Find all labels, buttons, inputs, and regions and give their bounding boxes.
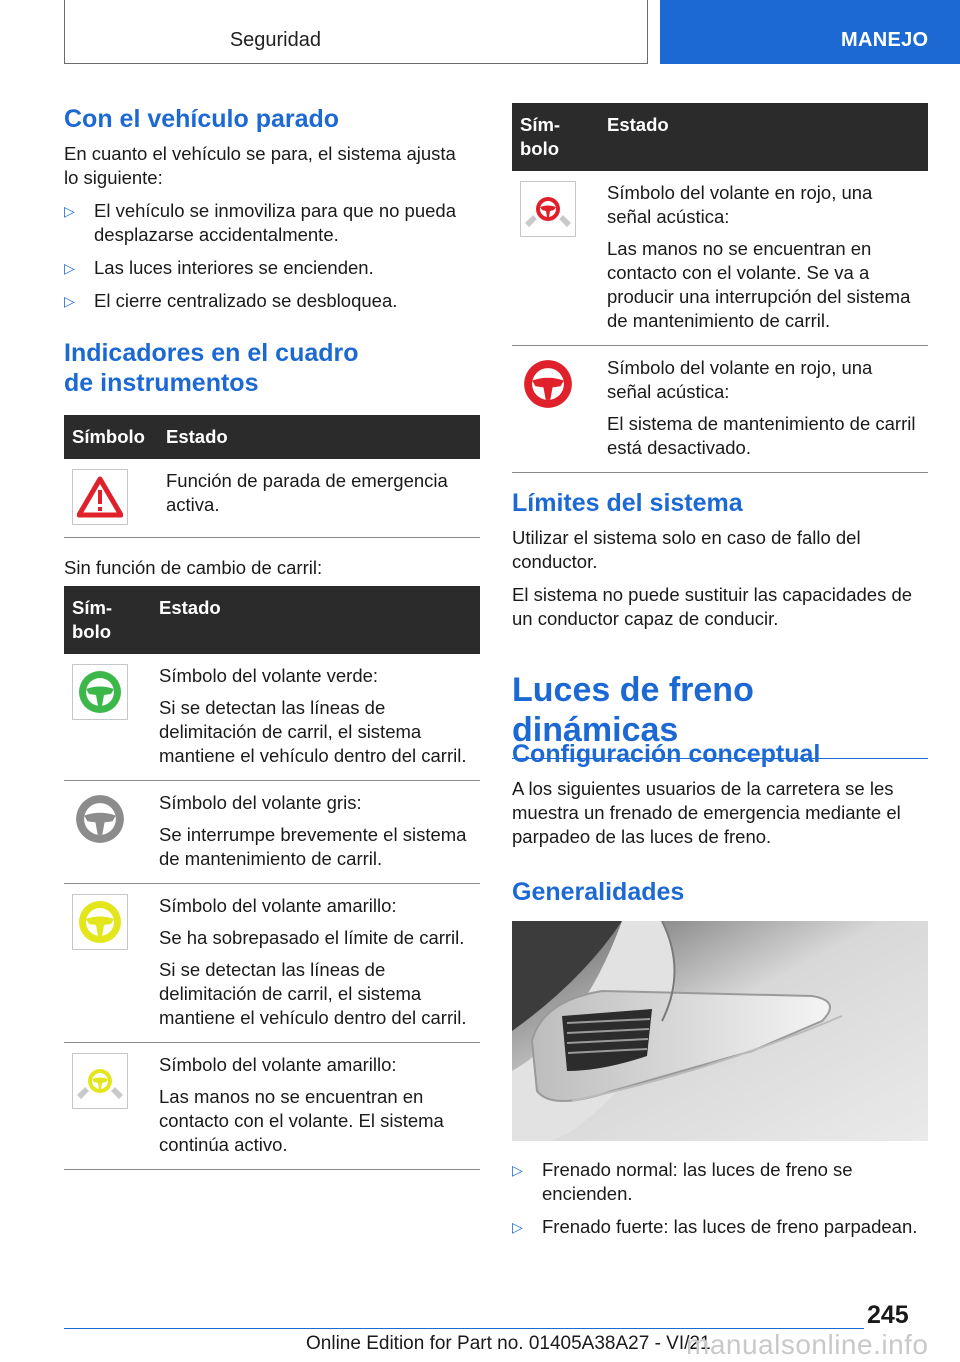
indicators-heading: Indicadores en el cuadro de instrumentos [64, 339, 359, 397]
table-row: Símbolo del volante gris: Se interrumpe brevemente el sistema de mantenimiento de carril. [64, 781, 480, 884]
chapter-tab[interactable]: MANEJO [660, 0, 960, 64]
limits-paragraph-2: El sistema no puede sustituir las capacidades de un conductor capaz de conducir. [512, 584, 913, 629]
emergency-symbol-table [64, 415, 480, 538]
list-item: ▷ Frenado fuerte: las luces de freno parpadean. [512, 1216, 918, 1237]
general-bullet-list [512, 1158, 928, 1239]
header-box [64, 0, 648, 64]
parked-bullet-list [64, 199, 474, 313]
col-header-symbol: Símbolo [64, 415, 158, 459]
col-header-status: Estado [158, 415, 480, 459]
col-header-status: Estado [599, 103, 928, 171]
table-row: Función de parada de emergencia activa. [64, 459, 480, 538]
edition-label: Online Edition for Part no. 01405A38A27 - VI/21 [306, 1333, 711, 1354]
no-lane-change-label: Sin función de cambio de carril: [64, 557, 323, 578]
lane-keeping-symbol-table [64, 586, 480, 1170]
table-row: Símbolo del volante en rojo, una señal acústica: Las manos no se encuentran en contacto con el volante. Se va a producir una interrupción del sistema de mantenimiento de carril. [512, 171, 928, 346]
steering-wheel-hands-yellow-icon [72, 1053, 128, 1109]
page-number: 245 [867, 1301, 909, 1329]
table-row: Símbolo del volante en rojo, una señal acústica: El sistema de mantenimiento de carril está desactivado. [512, 346, 928, 473]
concept-paragraph: A los siguientes usuarios de la carretera se les muestra un frenado de emergencia mediante el parpadeo de las luces de freno. [512, 778, 901, 847]
tail-light-photo [512, 921, 928, 1141]
triangle-bullet-icon: ▷ [512, 1219, 523, 1235]
list-item: ▷ El cierre centralizado se desbloquea. [64, 290, 398, 311]
steering-wheel-green-icon [72, 664, 128, 720]
col-header-symbol: Sím- bolo [64, 586, 151, 654]
warning-triangle-icon [72, 469, 128, 525]
brake-lights-title: Luces de freno dinámicas [512, 670, 928, 759]
limits-paragraph-1: Utilizar el sistema solo en caso de fallo del conductor. [512, 527, 861, 572]
limits-heading: Límites del sistema [512, 489, 743, 517]
list-item: ▷ Las luces interiores se encienden. [64, 257, 374, 278]
steering-wheel-gray-icon [72, 791, 128, 847]
col-header-symbol: Sím- bolo [512, 103, 599, 171]
triangle-bullet-icon: ▷ [64, 203, 75, 219]
parked-intro: En cuanto el vehículo se para, el sistema ajusta lo siguiente: [64, 143, 456, 188]
list-item: ▷ El vehículo se inmoviliza para que no pueda desplazarse accidentalmente. [64, 200, 457, 245]
col-header-status: Estado [151, 586, 480, 654]
table-row: Símbolo del volante verde: Si se detectan las líneas de delimitación de carril, el sistema mantiene el vehículo dentro del carril. [64, 654, 480, 781]
steering-wheel-red-icon [520, 356, 576, 412]
steering-wheel-hands-red-icon [520, 181, 576, 237]
concept-heading: Configuración conceptual [512, 740, 821, 768]
parked-heading: Con el vehículo parado [64, 105, 340, 133]
red-symbol-table [512, 103, 928, 473]
watermark: manualsonline.info [686, 1329, 929, 1360]
table-row: Símbolo del volante amarillo: Se ha sobrepasado el límite de carril. Si se detectan las líneas de delimitación de carril, el sistema mantiene el vehículo dentro del carril. [64, 884, 480, 1043]
steering-wheel-yellow-icon [72, 894, 128, 950]
triangle-bullet-icon: ▷ [64, 260, 75, 276]
triangle-bullet-icon: ▷ [512, 1162, 523, 1178]
general-heading: Generalidades [512, 878, 685, 906]
table-row: Símbolo del volante amarillo: Las manos no se encuentran en contacto con el volante. El sistema continúa activo. [64, 1043, 480, 1170]
section-title: Seguridad [229, 29, 321, 51]
triangle-bullet-icon: ▷ [64, 293, 75, 309]
list-item: ▷ Frenado normal: las luces de freno se encienden. [512, 1159, 853, 1204]
